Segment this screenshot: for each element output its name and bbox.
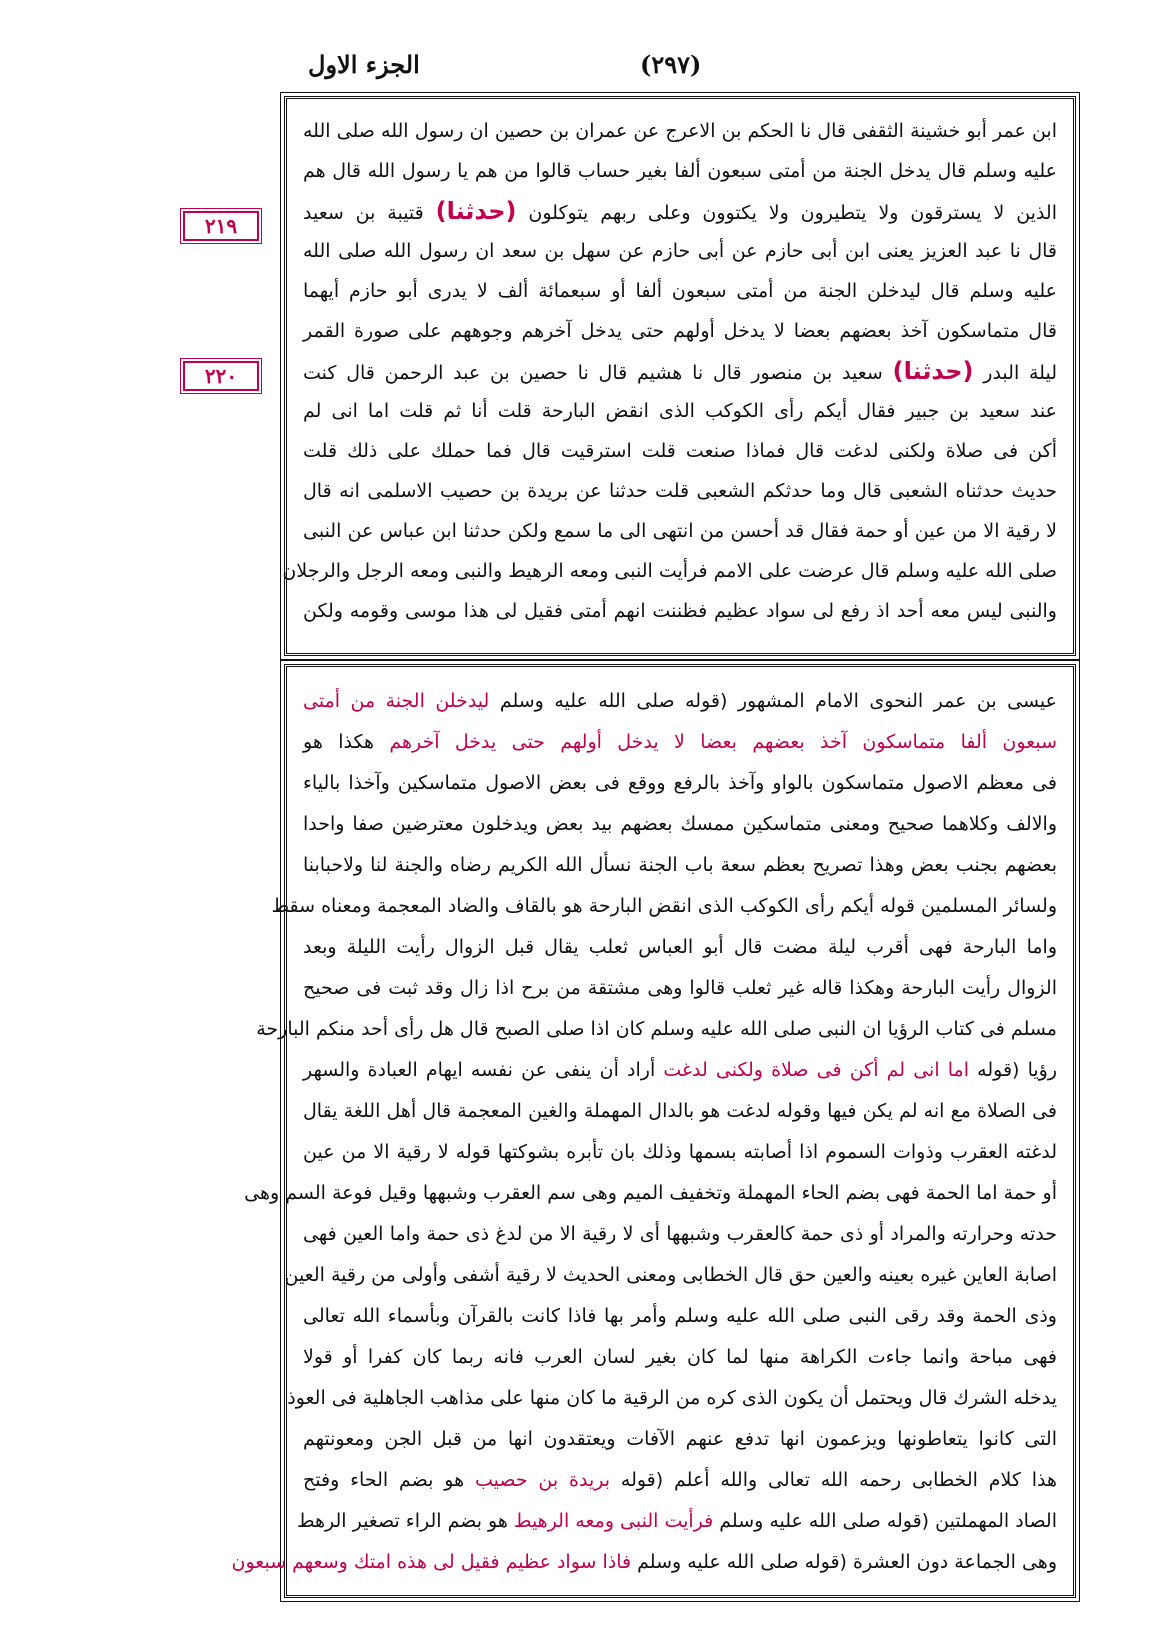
text-segment: (قوله صلى الله عليه وسلم [489,690,728,712]
page-number: (٢٩٧) [640,50,702,79]
text-segment: والنبى ليس معه أحد اذ رفع لى سواد عظيم فظننت انهم أمتى فقيل لى هذا موسى وقومه ولكن [303,600,1057,622]
text-line [303,311,1057,351]
text-line [303,845,1057,886]
text-line [284,1255,1057,1296]
text-line [303,968,1057,1009]
text-line [271,886,1057,927]
text-segment: مسلم فى كتاب الرؤيا ان النبى صلى الله عليه وسلم كان اذا صلى الصبح قال هل رأى أحد منكم البارحة [256,1018,1057,1040]
highlighted-text: اما انى لم أكن فى صلاة ولكنى لدغت [663,1059,970,1081]
text-segment: قال متماسكون آخذ بعضهم بعضا لا يدخل أولهم حتى يدخل آخرهم وجوههم على صورة القمر [303,320,1057,342]
text-segment: أراد أن ينفى عن نفسه ايهام العبادة والسهر [303,1059,664,1081]
text-line [303,591,1057,631]
text-segment: ابن عمر أبو خشينة الثقفى قال نا الحكم بن الاعرج عن عمران بن حصين ان رسول الله صلى الله [303,120,1057,142]
text-segment: هذا كلام الخطابى رحمه الله تعالى والله أعلم [663,1469,1058,1491]
text-segment: (قوله صلى الله عليه وسلم [713,1510,930,1532]
text-line [303,151,1057,191]
text-segment: الصاد المهملتين [929,1510,1057,1532]
text-line [303,1050,1057,1091]
text-line [303,1214,1057,1255]
text-line [303,1337,1057,1378]
text-line [303,804,1057,845]
text-line [303,763,1057,804]
text-segment: عند سعيد بن جبير فقال أيكم رأى الكوكب الذى انقض البارحة قلت أنا ثم قلت اما انى لم [303,400,1057,422]
text-segment: فى معظم الاصول متماسكون بالواو وآخذ بالرفع ووقع فى بعض الاصول متماسكين وآخذا بالياء [303,772,1057,794]
text-line [303,351,1057,391]
text-segment: والالف وكلاهما صحيح ومعنى متماسكين ممسك بعضهم بيد بعض ويدخلون معترضين صفا واحدا [303,813,1057,835]
text-segment: قتيبة بن سعيد [303,202,436,224]
text-segment: (قوله [610,1469,664,1491]
text-line [282,551,1057,591]
text-segment: فى الصلاة مع انه لم يكن فيها وقوله لدغت هو بالدال المهملة والغين المعجمة قال أهل اللغة يقال [303,1100,1057,1122]
text-segment: ليلة البدر [973,362,1057,384]
text-line [296,1501,1057,1542]
text-segment: قال نا عبد العزيز يعنى ابن أبى حازم عن أبى حازم عن سهل بن سعد ان رسول الله صلى الله [303,240,1057,262]
text-segment: ولسائر المسلمين قوله أيكم رأى الكوكب الذى انقض البارحة هو بالقاف والضاد المعجمة ومعناه سقط [271,895,1057,917]
text-line [303,722,1057,763]
text-segment: بعضهم بجنب بعض وهذا تصريح بعظم سعة باب الجنة نسأل الله الكريم رضاه والجنة لنا ولاحبابنا [303,854,1057,876]
text-segment: أكن فى صلاة ولكنى لدغت قال فماذا صنعت قلت استرقيت قال فما حملك على ذلك قلت [303,440,1057,462]
highlighted-text: (حدثنا) [435,197,517,225]
text-segment: عليه وسلم قال ليدخلن الجنة من أمتى سبعون ألفا أو سبعمائة ألف لا يدرى أبو حازم أيهما [303,280,1057,302]
text-segment: لا رقية الا من عين أو حمة فقال قد أحسن من انتهى الى ما سمع ولكن حدثنا ابن عباس عن النبى [303,520,1057,542]
text-segment: سعيد بن منصور قال نا هشيم قال نا حصين بن عبد الرحمن قال كنت [303,362,893,384]
text-line [303,231,1057,271]
text-segment: هكذا هو [303,731,390,753]
text-segment: صلى الله عليه وسلم قال عرضت على الامم فرأيت النبى ومعه الرهيط والنبى ومعه الرجل والرجلان [282,560,1057,582]
text-segment: أو حمة اما الحمة فهى بضم الحاء المهملة وتخفيف الميم وهى سم العقرب وشبهها وقيل فوعة السم وهى [244,1182,1057,1204]
text-segment: (قوله صلى الله عليه وسلم [631,1551,847,1573]
text-segment: رؤيا [1019,1059,1058,1081]
text-segment: عيسى بن عمر النحوى الامام المشهور [727,690,1057,712]
text-segment: حديث حدثناه الشعبى قال وما حدثكم الشعبى قلت حدثنا عن بريدة بن حصيب الاسلمى انه قال [303,480,1057,502]
highlighted-text: فرأيت النبى ومعه الرهيط [513,1510,714,1532]
highlighted-text: ليدخلن الجنة من أمتى [303,690,490,712]
text-segment: لدغته العقرب وذوات السموم اذا أصابته بسمها وذلك بان تأبره بشوكتها قوله لا رقية الا من عين [303,1141,1057,1163]
text-segment: هو بضم الراء تصغير الرهط [296,1510,514,1532]
text-segment: فهى مباحة وانما جاءت الكراهة منها لما كان بغير لسان العرب فانه ربما كان كفرا أو قولا [303,1346,1057,1368]
text-line [231,1542,1057,1583]
text-line [303,1460,1057,1501]
highlighted-text: (حدثنا) [892,357,974,385]
text-line [256,1009,1057,1050]
commentary-text [231,681,1058,1583]
text-segment: اصابة العاين غيره بعينه والعين حق قال الخطابى ومعنى الحديث لا رقية أشفى وأولى من رقية العين [284,1264,1057,1286]
text-line [303,271,1057,311]
hadith-text-frame [284,96,1076,656]
text-line [303,431,1057,471]
text-line [244,1173,1057,1214]
text-segment: التى كانوا يتعاطونها ويزعمون انها تدفع عنهم الآفات ويعتقدون انها من قبل الجن ومعونتهم [303,1428,1057,1450]
text-segment: عليه وسلم قال يدخل الجنة من أمتى سبعون ألفا بغير حساب قالوا من هم يا رسول الله قال هم [303,160,1057,182]
text-line [303,1296,1057,1337]
text-segment: الذين لا يسترقون ولا يتطيرون ولا يكتوون وعلى ربهم يتوكلون [516,202,1057,224]
text-line [303,391,1057,431]
text-segment: وذى الحمة وقد رقى النبى صلى الله عليه وسلم وأمر بها فاذا كانت بالقرآن وبأسماء الله تعالى [303,1305,1057,1327]
text-line [303,927,1057,968]
text-line [303,511,1057,551]
text-line [303,1419,1057,1460]
hadith-text [282,111,1057,631]
text-segment: واما البارحة فهى أقرب ليلة مضت قال أبو العباس ثعلب يقال قبل الزوال رأيت الليلة وبعد [303,936,1057,958]
text-line [303,1132,1057,1173]
text-line [303,191,1057,231]
commentary-frame [231,664,1076,1598]
text-segment: هو بضم الحاء وفتح [303,1469,475,1491]
text-segment: (قوله [969,1059,1020,1081]
text-segment: يدخله الشرك قال ويحتمل أن يكون الذى كره من الرقية ما كان منها على مذاهب الجاهلية فى العوذ [287,1387,1057,1409]
highlighted-text: فاذا سواد عظيم فقيل لى هذه امتك وسعهم سبعون [231,1551,632,1573]
highlighted-text: سبعون ألفا متماسكون آخذ بعضهم بعضا لا يدخل أولهم حتى يدخل آخرهم [389,731,1057,753]
text-segment: حدته وحرارته والمراد أو ذى حمة كالعقرب وشبهها أى لا رقية الا من لدغ ذى حمة واما العين فهى [303,1223,1057,1245]
text-line [303,681,1057,722]
text-line [303,111,1057,151]
text-line [303,1091,1057,1132]
hadith-number-220: ٢٢٠ [183,361,259,391]
text-line [287,1378,1057,1419]
volume-label: الجزء الاول [308,50,420,79]
highlighted-text: بريدة بن حصيب [474,1469,611,1491]
text-segment: وهى الجماعة دون العشرة [846,1551,1057,1573]
text-segment: الزوال رأيت البارحة وهكذا قاله غير ثعلب قالوا وهى مشتقة من برح اذا زال وقد ثبت فى صحيح [303,977,1057,999]
hadith-number-219: ٢١٩ [183,211,259,241]
text-line [303,471,1057,511]
